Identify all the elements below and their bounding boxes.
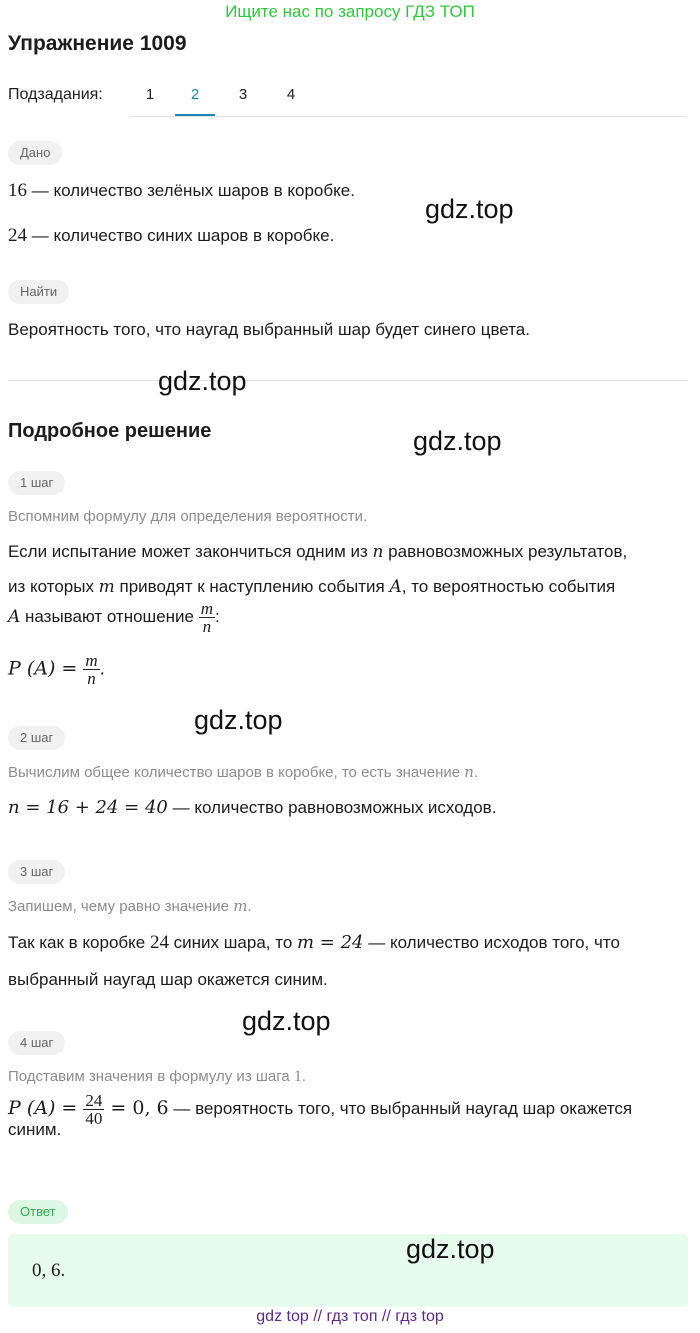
step-1-text: :	[215, 606, 220, 626]
page-title: Упражнение 1009	[8, 32, 187, 55]
step-2-text: — количество равновозможных исходов.	[167, 798, 497, 817]
formula-result: = 0, 6	[104, 1096, 169, 1119]
var-m: m	[233, 897, 248, 915]
total-formula: n = 16 + 24 = 40	[8, 797, 168, 818]
watermark: gdz.top	[242, 1006, 331, 1036]
step-3-text: Так как в коробке	[8, 933, 150, 952]
watermark: gdz.top	[425, 194, 514, 224]
fraction-denominator: n	[202, 617, 212, 636]
given-line-2	[8, 225, 334, 247]
answer-badge: Ответ	[8, 1200, 68, 1224]
subtasks-label: Подзадания:	[8, 86, 103, 103]
step-1-text: Если испытание может закончиться одним из	[8, 542, 373, 561]
m-formula: m = 24	[297, 932, 364, 953]
fraction-numerator: 24	[85, 1091, 103, 1110]
given-line-1	[8, 180, 355, 202]
given-green-count: 16	[8, 180, 27, 201]
step-3-hint-text: Запишем, чему равно значение	[8, 898, 234, 915]
step-ref-number: 1	[293, 1068, 302, 1085]
step-4-badge: 4 шаг	[8, 1031, 65, 1055]
given-badge: Дано	[8, 141, 62, 165]
solution-title: Подробное решение	[8, 420, 212, 442]
var-a: A	[389, 577, 402, 597]
var-n: n	[464, 763, 474, 781]
step-3-badge: 3 шаг	[8, 860, 65, 884]
probability-formula	[8, 652, 105, 687]
watermark: gdz.top	[413, 426, 502, 456]
step-3-line-2: выбранный наугад шар окажется синим.	[8, 970, 328, 989]
step-4-hint	[8, 1068, 306, 1086]
step-1-line-3	[8, 600, 220, 635]
watermark: gdz.top	[194, 705, 283, 735]
step-4-line-1	[8, 1092, 632, 1127]
step-1-hint: Вспомним формулу для определения вероятности.	[8, 508, 368, 525]
step-4-hint-text: .	[301, 1068, 307, 1085]
step-3-line-1	[8, 932, 620, 954]
fraction-m-n	[83, 652, 99, 687]
step-1-text: равновозможных результатов,	[383, 542, 628, 561]
fraction-m-n	[199, 600, 215, 635]
tab-subtask-3[interactable]: 3	[238, 86, 248, 103]
formula-lhs: P (A) =	[8, 657, 84, 680]
fraction-denominator: n	[87, 669, 96, 688]
step-2-hint-text: Вычислим общее количество шаров в коробке, то есть значение	[8, 764, 465, 781]
tab-subtask-2[interactable]: 2	[190, 86, 200, 103]
fraction-denominator: 40	[85, 1109, 103, 1128]
step-2-hint-text: .	[473, 764, 479, 781]
step-3-text: синих шара, то	[168, 933, 298, 952]
subtask-tabs	[130, 78, 686, 117]
var-m: m	[98, 577, 115, 597]
find-badge: Найти	[8, 280, 69, 304]
fraction-24-40	[83, 1092, 104, 1127]
step-1-line-1	[8, 542, 627, 562]
step-1-line-2	[8, 577, 615, 597]
step-1-badge: 1 шаг	[8, 471, 65, 495]
answer-value: 0, 6.	[32, 1260, 66, 1281]
step-3-hint-text: .	[247, 898, 252, 915]
given-blue-count: 24	[8, 225, 27, 246]
search-banner[interactable]: Ищите нас по запросу ГДЗ ТОП	[225, 2, 475, 21]
step-2-line	[8, 797, 496, 818]
step-3-text: — количество исходов того, что	[363, 933, 620, 952]
active-tab-indicator	[175, 114, 215, 116]
step-1-text: приводят к наступлению события	[114, 577, 390, 596]
step-4-line-2: синим.	[8, 1120, 62, 1139]
section-divider	[8, 380, 688, 381]
fraction-numerator: m	[200, 599, 213, 618]
answer-box	[8, 1234, 688, 1307]
step-2-hint	[8, 763, 478, 781]
find-text: Вероятность того, что наугад выбранный шар будет синего цвета.	[8, 320, 530, 339]
watermark: gdz.top	[406, 1234, 495, 1264]
step-2-badge: 2 шаг	[8, 726, 65, 750]
formula-end: .	[99, 658, 105, 680]
var-n: n	[372, 542, 384, 562]
tab-subtask-1[interactable]: 1	[145, 86, 155, 103]
formula-lhs: P (A) =	[8, 1096, 84, 1119]
step-3-hint	[8, 897, 252, 915]
step-4-hint-text: Подставим значения в формулу из шага	[8, 1068, 294, 1085]
given-blue-text: — количество синих шаров в коробке.	[27, 226, 335, 245]
step-1-text: называют отношение	[20, 606, 199, 626]
fraction-numerator: m	[85, 651, 98, 670]
step-1-text: из которых	[8, 577, 99, 596]
footer-links[interactable]: gdz top // гдз топ // гдз top	[256, 1308, 444, 1325]
var-a: A	[8, 606, 21, 627]
blue-count: 24	[149, 932, 169, 953]
step-1-text: , то вероятностью события	[401, 577, 616, 596]
watermark: gdz.top	[158, 366, 247, 396]
tab-subtask-4[interactable]: 4	[286, 86, 296, 103]
given-green-text: — количество зелёных шаров в коробке.	[27, 181, 355, 200]
step-4-text: — вероятность того, что выбранный наугад шар окажется	[168, 1098, 633, 1118]
